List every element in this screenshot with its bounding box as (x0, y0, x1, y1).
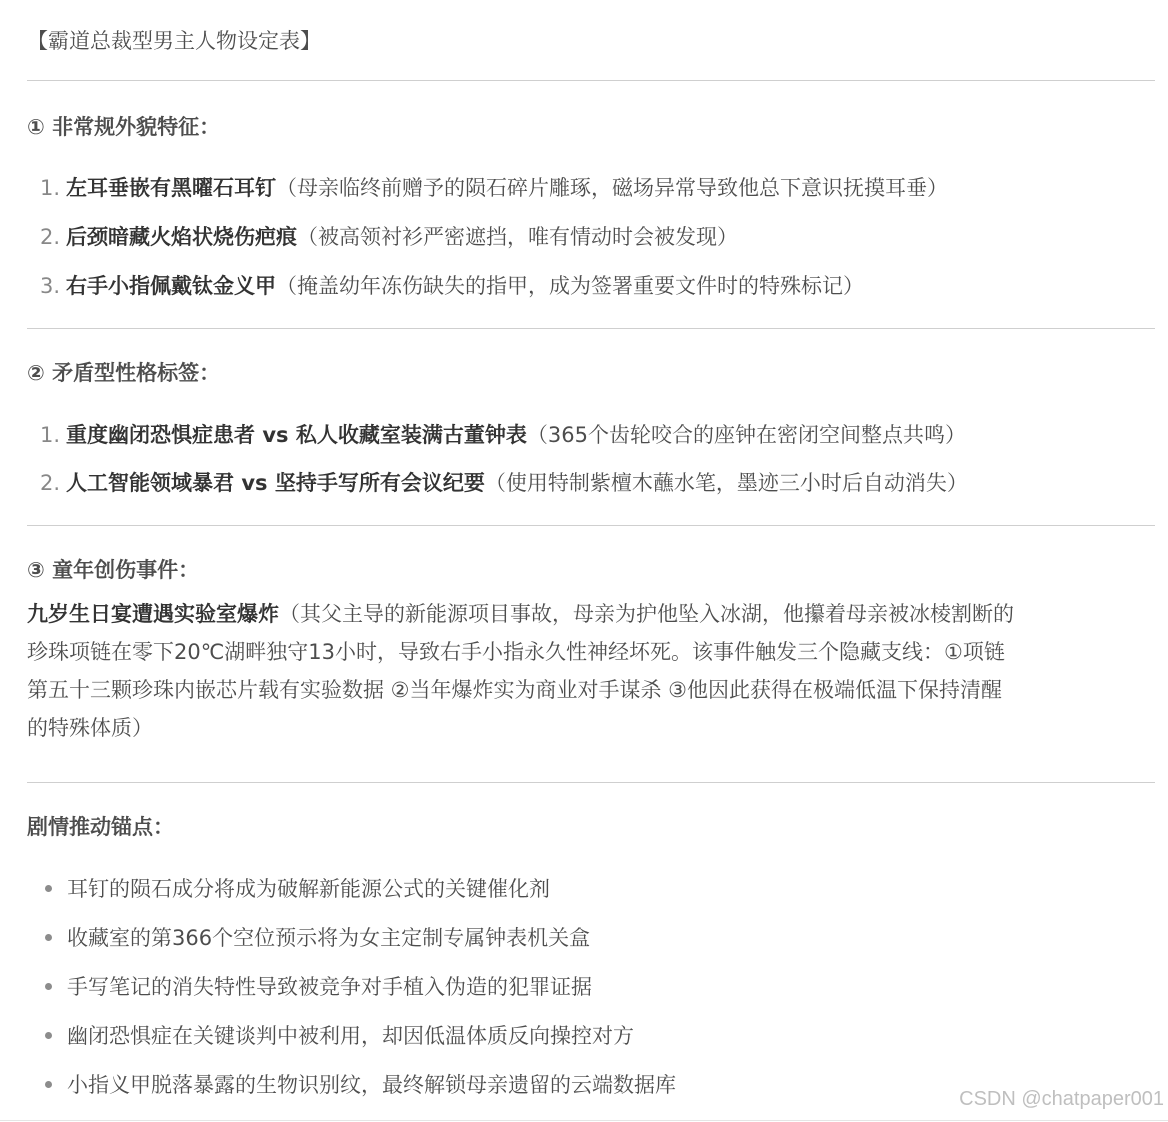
bullet-icon (45, 885, 52, 892)
divider (27, 328, 1155, 329)
item-text: 幽闭恐惧症在关键谈判中被利用，却因低温体质反向操控对方 (67, 1024, 634, 1048)
list-item (45, 1068, 676, 1102)
document-title: 【霸道总裁型男主人物设定表】 (27, 29, 321, 53)
list-item (45, 1019, 634, 1053)
divider (27, 80, 1155, 81)
divider (27, 782, 1155, 783)
section-heading-plot-anchors: 剧情推动锚点： (27, 815, 174, 839)
item-text: 耳钉的陨石成分将成为破解新能源公式的关键催化剂 (67, 877, 550, 901)
item-text: （母亲临终前赠予的陨石碎片雕琢，磁场异常导致他总下意识抚摸耳垂） (276, 176, 949, 200)
section-heading-trauma: ③ 童年创伤事件： (27, 558, 200, 582)
bullet-icon (45, 983, 52, 990)
section-heading-personality: ② 矛盾型性格标签： (27, 361, 221, 385)
item-text: 手写笔记的消失特性导致被竞争对手植入伪造的犯罪证据 (67, 975, 592, 999)
list-item (45, 872, 550, 906)
watermark: CSDN @chatpaper001 (959, 1088, 1164, 1110)
item-bold-text: 后颈暗藏火焰状烧伤疤痕 (66, 225, 298, 249)
item-text: （使用特制紫檀木蘸水笔，墨迹三小时后自动消失） (484, 471, 968, 495)
item-bold-text: 人工智能领域暴君 vs 坚持手写所有会议纪要 (66, 471, 485, 495)
list-number: 2. (40, 471, 61, 495)
divider (27, 525, 1155, 526)
bullet-icon (45, 1081, 52, 1088)
trauma-paragraph (27, 595, 1155, 747)
list-item (40, 171, 948, 205)
list-item (45, 970, 592, 1004)
item-text: 收藏室的第366个空位预示将为女主定制专属钟表机关盒 (67, 926, 591, 950)
list-number: 3. (40, 274, 61, 298)
list-number: 1. (40, 176, 61, 200)
paragraph-line (27, 595, 1155, 633)
item-bold-text: 右手小指佩戴钛金义甲 (66, 274, 277, 298)
list-item (40, 269, 864, 303)
list-number: 2. (40, 225, 61, 249)
list-item (40, 466, 968, 500)
item-bold-text: 左耳垂嵌有黑曜石耳钉 (66, 176, 277, 200)
divider (0, 1120, 1168, 1121)
paragraph-text: （其父主导的新能源项目事故，母亲为护他坠入冰湖，他攥着母亲被冰棱割断的 (279, 602, 1014, 626)
list-item (40, 418, 966, 452)
list-item (40, 220, 738, 254)
item-text: （365个齿轮咬合的座钟在密闭空间整点共鸣） (526, 423, 966, 447)
bullet-icon (45, 1032, 52, 1039)
item-text: （掩盖幼年冻伤缺失的指甲，成为签署重要文件时的特殊标记） (276, 274, 865, 298)
paragraph-line: 的特殊体质） (27, 716, 153, 740)
section-heading-appearance: ① 非常规外貌特征： (27, 115, 221, 139)
item-bold-text: 重度幽闭恐惧症患者 vs 私人收藏室装满古董钟表 (66, 423, 527, 447)
item-text: 小指义甲脱落暴露的生物识别纹，最终解锁母亲遗留的云端数据库 (67, 1073, 676, 1097)
paragraph-line: 第五十三颗珍珠内嵌芯片载有实验数据 ②当年爆炸实为商业对手谋杀 ③他因此获得在极端低温下保持清醒 (27, 678, 1002, 702)
paragraph-bold-text: 九岁生日宴遭遇实验室爆炸 (27, 602, 279, 626)
list-number: 1. (40, 423, 61, 447)
paragraph-line: 珍珠项链在零下20℃湖畔独守13小时，导致右手小指永久性神经坏死。该事件触发三个隐藏支线：①项链 (27, 640, 1005, 664)
list-item (45, 921, 590, 955)
item-text: （被高领衬衫严密遮挡，唯有情动时会被发现） (297, 225, 739, 249)
bullet-icon (45, 934, 52, 941)
